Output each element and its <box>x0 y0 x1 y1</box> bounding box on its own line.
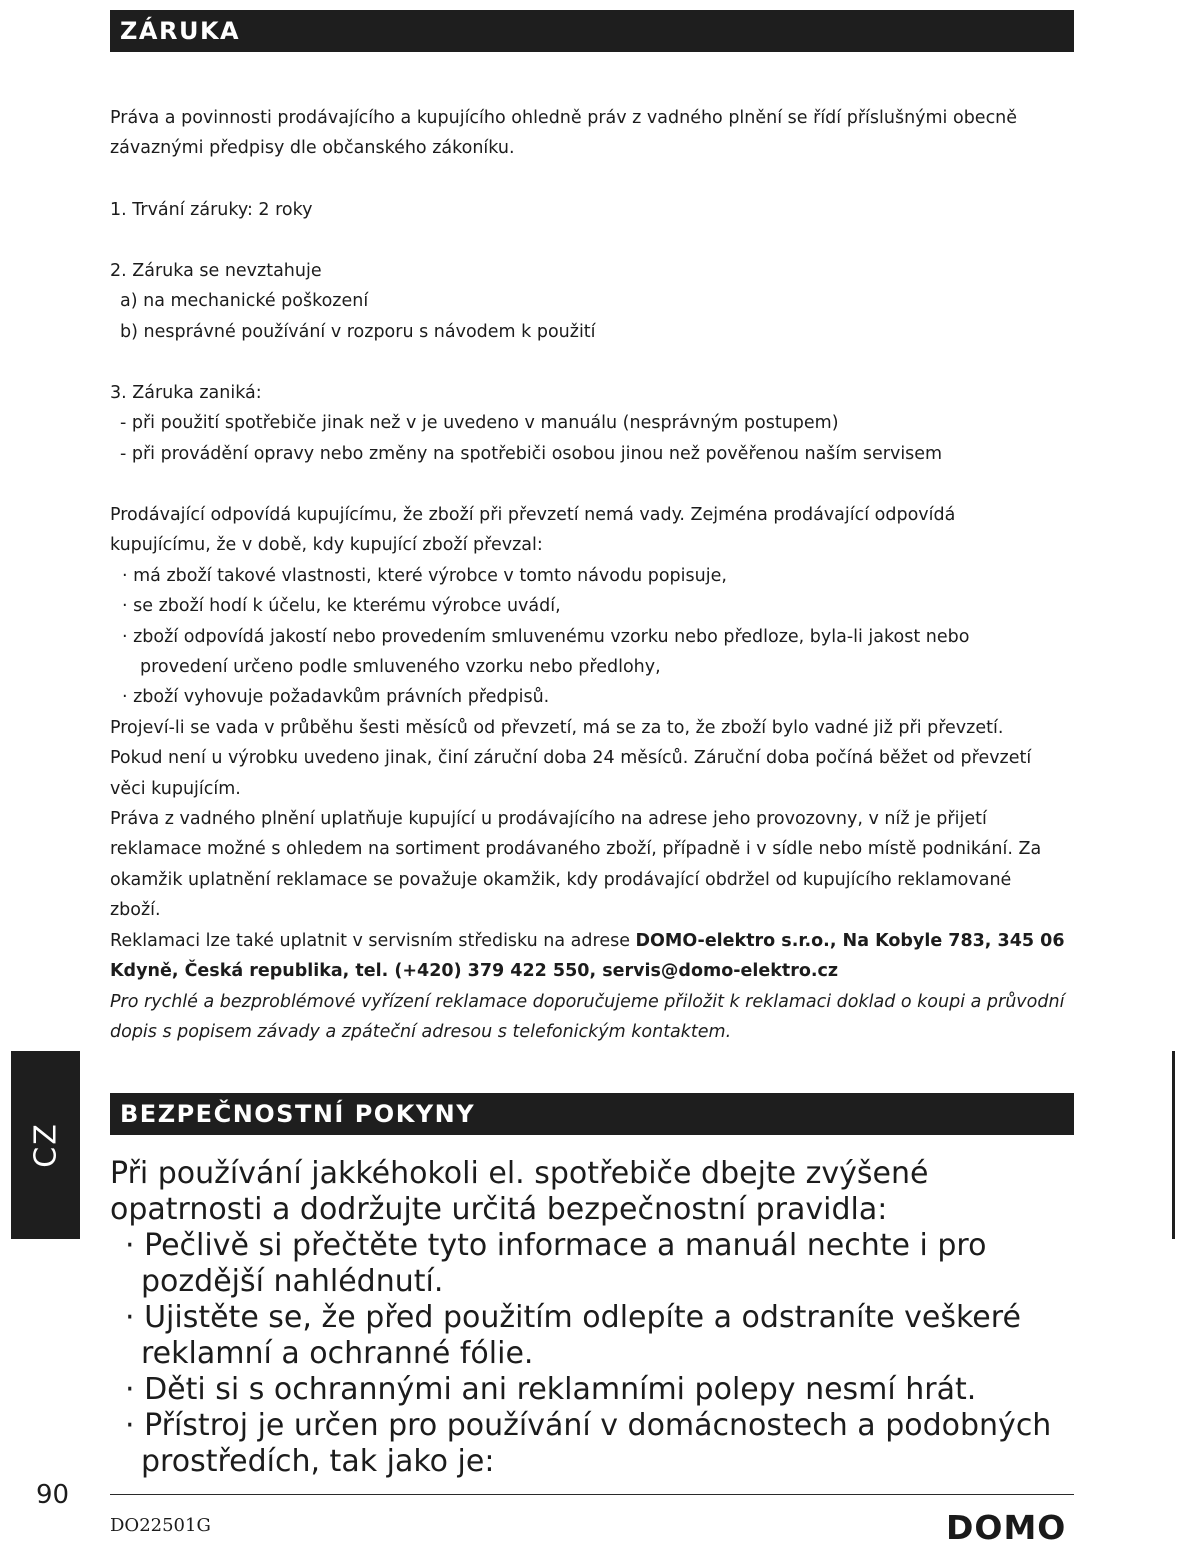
safety-bullet: · Přístroj je určen pro používání v domácnostech a podobných <box>125 1408 1052 1443</box>
safety-bullet-cont: pozdější nahlédnutí. <box>141 1264 444 1299</box>
defect-line: Projeví-li se vada v průběhu šesti měsíců od převzetí, má se za to, že zboží bylo vadné již při převzetí. <box>110 717 1004 738</box>
warranty-liability <box>110 500 1080 1047</box>
claim-line: okamžik uplatnění reklamace se považuje okamžik, kdy prodávající obdržel od kupujícího reklamované <box>110 869 1012 890</box>
liability-bullet-cont: provedení určeno podle smluveného vzorku nebo předlohy, <box>140 657 661 678</box>
warranty-note-line: Pro rychlé a bezproblémové vyřízení reklamace doporučujeme přiložit k reklamaci doklad o koupi a průvodní <box>110 991 1065 1012</box>
service-center-contact: Kdyně, Česká republika, tel. (+420) 379 422 550, servis@domo-elektro.cz <box>110 961 839 982</box>
warranty-intro-line: závaznými předpisy dle občanského zákoníku. <box>110 138 515 159</box>
warranty-intro <box>110 103 1080 164</box>
safety-intro-line: Při používání jakkéhokoli el. spotřebiče dbejte zvýšené <box>110 1156 929 1191</box>
claim-line: reklamace možné s ohledem na sortiment prodávaného zboží, případně i v sídle nebo místě podnikání. Za <box>110 839 1042 860</box>
exclusion-item: a) na mechanické poškození <box>120 291 369 312</box>
claim-line: zboží. <box>110 900 161 921</box>
liability-bullet: · se zboží hodí k účelu, ke kterému výrobce uvádí, <box>122 596 561 617</box>
safety-bullet-cont: prostředích, tak jako je: <box>141 1444 495 1479</box>
safety-bullet-cont: reklamní a ochranné fólie. <box>141 1336 534 1371</box>
service-center-address: DOMO-elektro s.r.o., Na Kobyle 783, 345 06 <box>635 930 1065 951</box>
liability-bullet: · zboží vyhovuje požadavkům právních předpisů. <box>122 687 550 708</box>
footer-divider <box>110 1494 1074 1495</box>
exclusions-heading: 2. Záruka se nevztahuje <box>110 261 322 281</box>
safety-bullet: · Ujistěte se, že před použitím odlepíte a odstraníte veškeré <box>125 1300 1021 1335</box>
warranty-note-line: dopis s popisem závady a zpáteční adresou s telefonickým kontaktem. <box>110 1021 732 1042</box>
exclusion-item: b) nesprávné používání v rozporu s návodem k použití <box>120 321 596 342</box>
claim-line: Práva z vadného plnění uplatňuje kupující u prodávajícího na adrese jeho provozovny, v níž je přijetí <box>110 809 987 830</box>
language-tab <box>11 1051 80 1239</box>
safety-bullet: · Pečlivě si přečtěte tyto informace a manuál nechte i pro <box>125 1228 987 1263</box>
page-number: 90 <box>36 1480 70 1510</box>
safety-instructions <box>110 1156 1051 1480</box>
liability-bullet: · má zboží takové vlastnosti, které výrobce v tomto návodu popisuje, <box>122 565 727 586</box>
service-center-text: Reklamaci lze také uplatnit v servisním středisku na adrese <box>110 930 636 951</box>
safety-intro-line: opatrnosti a dodržujte určitá bezpečnostní pravidla: <box>110 1192 888 1227</box>
defect-line: Pokud není u výrobku uvedeno jinak, činí záruční doba 24 měsíců. Záruční doba počíná běžet od převzetí <box>110 748 1032 769</box>
brand-logo: DOMO <box>946 1508 1067 1547</box>
liability-bullet: · zboží odpovídá jakostí nebo provedením smluvenému vzorku nebo předloze, byla-li jakost nebo <box>122 626 970 647</box>
liability-line: Prodávající odpovídá kupujícímu, že zboží při převzetí nemá vady. Zejména prodávající odpovídá <box>110 505 956 525</box>
safety-bullet: · Děti si s ochrannými ani reklamními polepy nesmí hrát. <box>125 1372 977 1407</box>
warranty-exclusions <box>110 256 1080 347</box>
safety-heading: BEZPEČNOSTNÍ POKYNY <box>110 1093 1074 1135</box>
defect-line: věci kupujícím. <box>110 778 241 799</box>
warranty-item-duration: 1. Trvání záruky: 2 roky <box>110 200 313 220</box>
warranty-heading: ZÁRUKA <box>110 10 1074 52</box>
termination-item: - při použití spotřebiče jinak než v je uvedeno v manuálu (nesprávným postupem) <box>120 413 839 434</box>
termination-heading: 3. Záruka zaniká: <box>110 383 262 403</box>
termination-item: - při provádění opravy nebo změny na spotřebiči osobou jinou než pověřenou naším servisem <box>120 443 943 464</box>
model-number: DO22501G <box>110 1515 211 1536</box>
warranty-intro-line: Práva a povinnosti prodávajícího a kupujícího ohledně práv z vadného plnění se řídí příslušnými obecně <box>110 108 1018 128</box>
liability-line: kupujícímu, že v době, kdy kupující zboží převzal: <box>110 535 543 556</box>
warranty-termination <box>110 378 1080 469</box>
service-center-line <box>110 926 1080 956</box>
language-tab-label: CZ <box>28 1122 63 1168</box>
right-margin-bar <box>1172 1051 1175 1239</box>
